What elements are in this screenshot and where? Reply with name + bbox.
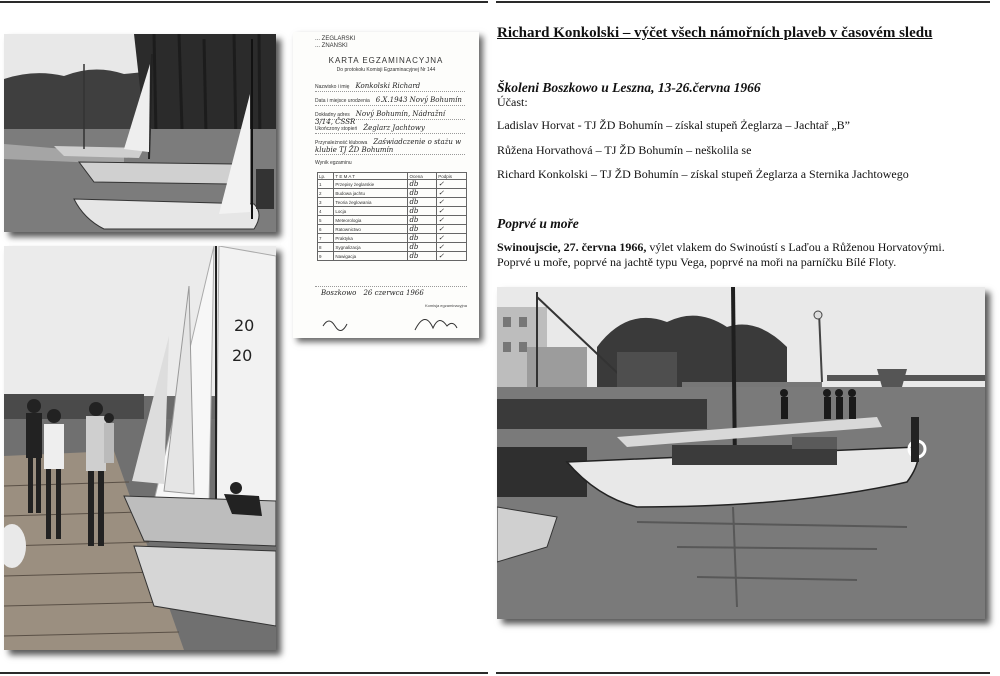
table-row: 7 Praktyka db ✓	[318, 234, 467, 243]
document-field-birth: Data i miejsce urodzenia 6.X.1943 Nový Bohumín	[315, 96, 465, 106]
participant-line: Richard Konkolski – TJ ŽD Bohumín – získal stupeň Żeglarza a Sternika Jachtowego	[497, 167, 909, 181]
photo-lake-sailboats	[4, 34, 276, 232]
table-header-row: Lp. T E M A T Ocena Podpis	[318, 173, 467, 180]
table-row: 2 Budowa jachtu db ✓	[318, 189, 467, 198]
bottom-rule-left	[0, 672, 488, 674]
section-heading-boszkowo: Školeni Boszkowo u Leszna, 13-26.června 1966	[497, 80, 761, 95]
sea-trip-line-1: Swinoujscie, 27. června 1966, výlet vlakem do Swinoústí s Laďou a Růženou Horvatovými.	[497, 240, 945, 254]
bottom-rule-right	[496, 672, 990, 674]
svg-text:20: 20	[234, 316, 255, 335]
sea-trip-line-2: Poprvé u moře, poprvé na jachtě typu Vega, poprvé na moři na parníčku Bílé Floty.	[497, 255, 897, 269]
table-row: 3 Teoria żeglowania db ✓	[318, 198, 467, 207]
document-closing: Boszkowo 26 czerwca 1966 Komisja egzaminacyjna	[315, 268, 467, 338]
document-title: KARTA EGZAMINACYJNA	[328, 56, 444, 65]
document-subtitle: Do protokołu Komisji Egzaminacyjnej Nr 144	[336, 67, 436, 73]
document-field-club: Przynależność klubowa Zaświadczenie o stażu w klubie TJ ŽD Bohumín	[315, 138, 465, 155]
exam-card-document	[293, 32, 479, 338]
participant-line: Ladislav Horvat - TJ ŽD Bohumín – získal stupeň Żeglarza – Jachtař „B”	[497, 118, 851, 132]
signature-scribble	[315, 308, 465, 338]
svg-text:20: 20	[232, 346, 253, 365]
top-rule-right	[496, 1, 990, 3]
table-row: 9 Nawigacja db ✓	[318, 252, 467, 261]
table-row: 4 Locja db ✓	[318, 207, 467, 216]
document-header: ... ZEGLARSKI ... ZNANSKI	[315, 36, 356, 49]
page-title: Richard Konkolski – výčet všech námořních plaveb v časovém sledu	[497, 25, 933, 41]
table-row: 1 Przepisy żeglarskie db ✓	[318, 180, 467, 189]
top-rule-left	[0, 1, 488, 3]
table-row: 6 Ratownictwo db ✓	[318, 225, 467, 234]
participant-line: Růžena Horvathová – TJ ŽD Bohumín – neškolila se	[497, 143, 752, 157]
photo-harbour-yacht	[497, 287, 985, 619]
sea-trip-text	[497, 240, 987, 270]
photo-pier-sails	[4, 246, 276, 650]
document-field-address: Dokładny adres Nový Bohumín, Nádražní 3/14, ČSSR	[315, 110, 465, 120]
section-heading-sea: Poprvé u moře	[497, 216, 579, 231]
table-row: 5 Meteorologia db ✓	[318, 216, 467, 225]
document-field-name: Nazwisko i imię Konkolski Richard	[315, 82, 465, 92]
table-row: 8 Sygnalizacja db ✓	[318, 243, 467, 252]
document-field-degree: Ukończony stopień Żeglarz Jachtowy	[315, 124, 465, 134]
document-result-label: Wynik egzaminu	[315, 160, 352, 166]
participation-label: Účast:	[497, 95, 528, 109]
document-exam-table	[317, 172, 467, 261]
